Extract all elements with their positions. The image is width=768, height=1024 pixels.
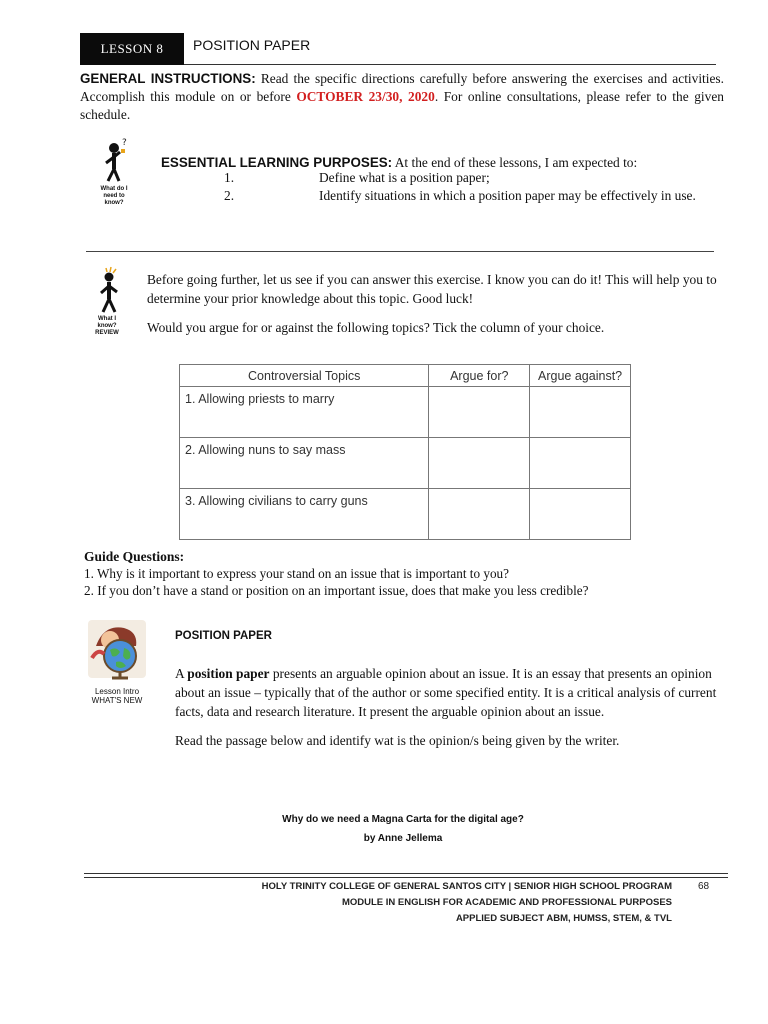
- argue-for-cell[interactable]: [429, 387, 530, 438]
- position-paper-definition: [175, 664, 727, 721]
- footer-module: MODULE IN ENGLISH FOR ACADEMIC AND PROFESSIONAL PURPOSES: [341, 897, 672, 908]
- review-intro: Before going further, let us see if you can answer this exercise. I know you can do it! This will help you to determine your prior knowledge about this topic. Good luck!: [147, 272, 717, 306]
- deadline: OCTOBER 23/30, 2020: [296, 89, 435, 104]
- article-author: by Anne Jellema: [363, 833, 443, 844]
- table-row: [180, 387, 631, 438]
- icon-caption-whats-new: Lesson Intro WHAT'S NEW: [91, 687, 143, 705]
- purpose-item-1: Define what is a position paper;: [319, 170, 490, 185]
- argue-for-cell[interactable]: [429, 438, 530, 489]
- definition-term: position paper: [187, 666, 270, 681]
- position-paper-heading: POSITION PAPER: [175, 630, 272, 642]
- definition-article: A: [175, 666, 188, 681]
- read-passage-instruction: Read the passage below and identify wat is the opinion/s being given by the writer.: [175, 733, 620, 748]
- review-question: Would you argue for or against the following topics? Tick the column of your choice.: [147, 320, 605, 335]
- footer-rule: [84, 877, 728, 878]
- svg-text:?: ?: [122, 138, 127, 148]
- general-instructions-text-end: . For online consultations, please refer to the given schedule.: [80, 89, 724, 122]
- topic-cell: 3. Allowing civilians to carry guns: [180, 489, 429, 540]
- footer-school: HOLY TRINITY COLLEGE OF GENERAL SANTOS CITY | SENIOR HIGH SCHOOL PROGRAM: [261, 881, 672, 892]
- table-row: [180, 438, 631, 489]
- table-row: [180, 489, 631, 540]
- table-header: Argue for?: [429, 365, 530, 387]
- icon-caption-review: What I know? REVIEW: [95, 316, 119, 336]
- topic-cell: 1. Allowing priests to marry: [180, 387, 429, 438]
- icon-caption-need-to-know: What do I need to know?: [100, 186, 128, 206]
- purpose-item-2: Identify situations in which a position paper may be effectively in use.: [319, 188, 696, 203]
- general-instructions-text: Read the specific directions carefully before answering the exercises and activities. Accomplish this module on or before: [80, 71, 724, 104]
- globe-reader-icon: [86, 618, 148, 705]
- lesson-title: POSITION PAPER: [193, 37, 311, 53]
- table-header: Argue against?: [530, 365, 631, 387]
- guide-question-1: 1. Why is it important to express your stand on an issue that is important to you?: [84, 566, 510, 581]
- definition-text: presents an arguable opinion about an issue. It is an essay that presents an opinion about an issue – typically that of the author or some specified entity. It is a critical analysis of current facts, data and research literature. It present the arguable opinion about an issue.: [175, 666, 717, 719]
- topic-cell: 2. Allowing nuns to say mass: [180, 438, 429, 489]
- review-figure-icon: [92, 266, 144, 337]
- guide-question-2: 2. If you don’t have a stand or position on an important issue, does that make you less credible?: [84, 583, 589, 598]
- header-rule: [184, 64, 716, 65]
- page-number: 68: [698, 881, 710, 892]
- footer-rule: [84, 873, 728, 874]
- footer-subject: APPLIED SUBJECT ABM, HUMSS, STEM, & TVL: [455, 913, 672, 924]
- argue-for-cell[interactable]: [429, 489, 530, 540]
- purpose-num-1: 1.: [224, 170, 235, 185]
- argue-against-cell[interactable]: [530, 438, 631, 489]
- thinking-figure-icon: [92, 136, 144, 207]
- argue-against-cell[interactable]: [530, 387, 631, 438]
- table-header-row: [180, 365, 631, 387]
- general-instructions: [80, 70, 724, 124]
- argue-against-cell[interactable]: [530, 489, 631, 540]
- article-title: Why do we need a Magna Carta for the digital age?: [282, 814, 524, 825]
- general-instructions-label: GENERAL INSTRUCTIONS:: [80, 71, 256, 86]
- table-header: Controversial Topics: [180, 365, 429, 387]
- lesson-label: LESSON 8: [80, 33, 184, 65]
- learning-purposes-label: ESSENTIAL LEARNING PURPOSES:: [161, 155, 393, 170]
- controversial-topics-table: [179, 364, 631, 540]
- section-divider: [86, 251, 714, 252]
- learning-purposes-text: At the end of these lessons, I am expected to:: [392, 155, 638, 170]
- purpose-num-2: 2.: [224, 188, 235, 203]
- guide-questions-title: Guide Questions:: [84, 549, 185, 564]
